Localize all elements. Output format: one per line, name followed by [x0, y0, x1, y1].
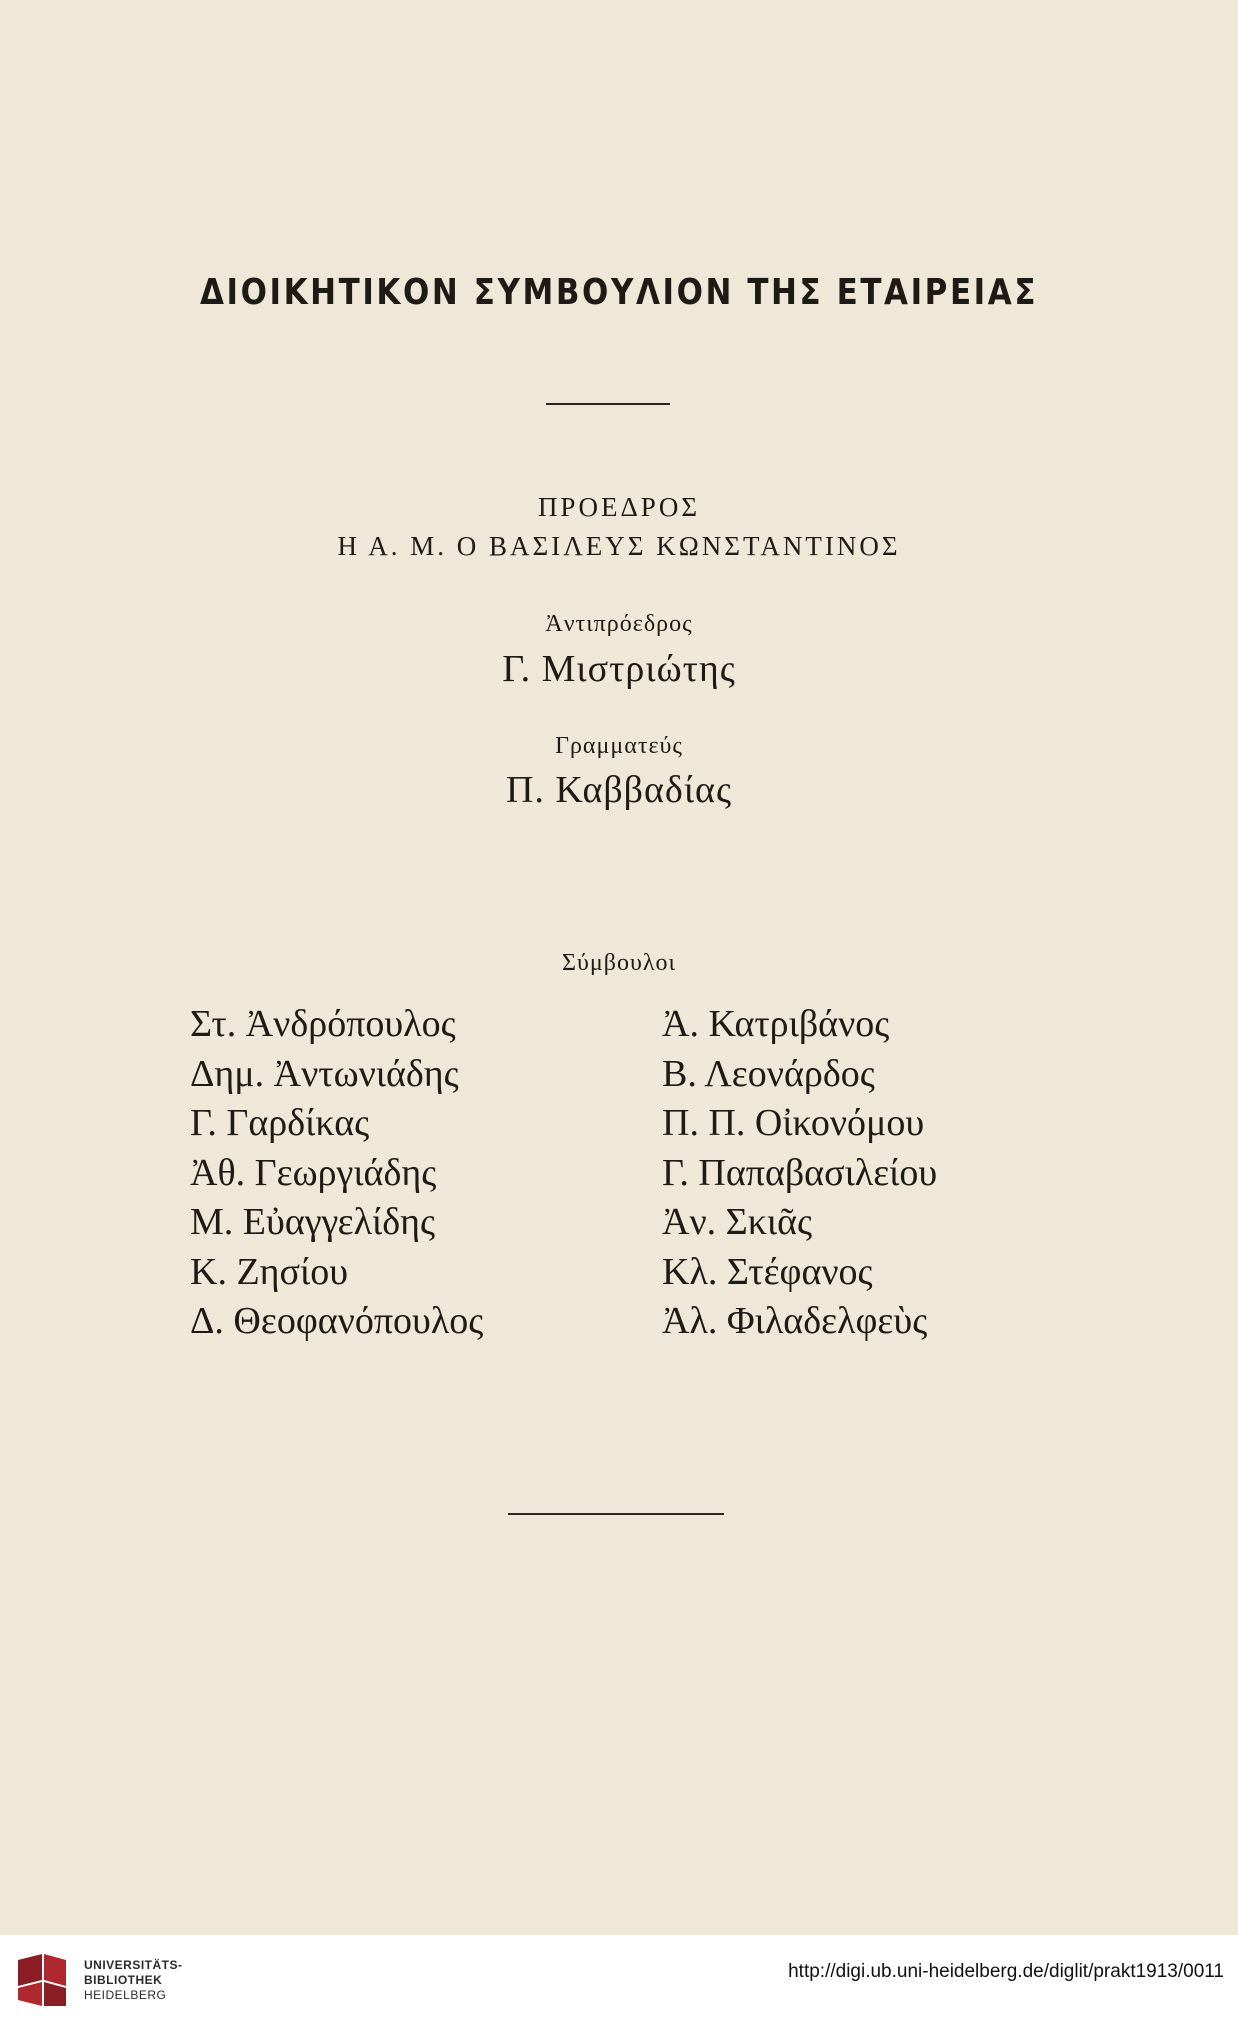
- council-member: Ἀθ. Γεωργιάδης: [190, 1151, 437, 1194]
- vice-president-label: Ἀντιπρόεδρος: [545, 611, 693, 637]
- footer-bar: [0, 1935, 1238, 2033]
- council-member: Δημ. Ἀντωνιάδης: [190, 1052, 459, 1095]
- bottom-divider: [508, 1513, 724, 1515]
- council-member: Στ. Ἀνδρόπουλος: [190, 1003, 456, 1045]
- council-member: Δ. Θεοφανόπουλος: [190, 1300, 484, 1342]
- top-divider: [546, 403, 670, 405]
- logo-line: UNIVERSITÄTS-: [84, 1958, 183, 1972]
- library-logo: [14, 1950, 183, 2010]
- logo-line: HEIDELBERG: [84, 1988, 167, 2002]
- council-member: Π. Π. Οἰκονόμου: [662, 1102, 925, 1144]
- council-member: Μ. Εὐαγγελίδης: [190, 1201, 436, 1243]
- council-member: Γ. Παπαβασιλείου: [662, 1151, 938, 1194]
- council-member: Κλ. Στέφανος: [662, 1250, 873, 1293]
- council-member: Γ. Γαρδίκας: [190, 1102, 370, 1144]
- president-label: ΠΡΟΕΔΡΟΣ: [537, 492, 701, 522]
- council-member: Κ. Ζησίου: [190, 1250, 349, 1293]
- council-member: Β. Λεονάρδος: [662, 1052, 875, 1095]
- secretary-name: Π. Καββαδίας: [505, 769, 733, 811]
- vice-president-name: Γ. Μιστριώτης: [502, 648, 736, 690]
- council-left-column: [190, 1000, 483, 1347]
- page-title: ΔΙΟΙΚΗΤΙΚΟΝ ΣΥΜΒΟΥΛΙΟΝ ΤΗΣ ΕΤΑΙΡΕΙΑΣ: [199, 272, 1039, 313]
- secretary-label: Γραμματεύς: [555, 733, 683, 759]
- council-label: Σύμβουλοι: [562, 950, 676, 976]
- council-right-column: [662, 1000, 937, 1347]
- council-member: Ἀλ. Φιλαδελφεὺς: [662, 1300, 928, 1342]
- president-name: Η Α. Μ. Ο ΒΑΣΙΛΕΥΣ ΚΩΝΣΤΑΝΤΙΝΟΣ: [337, 531, 901, 561]
- logo-line: BIBLIOTHEK: [84, 1973, 163, 1987]
- council-member: Ἀν. Σκιᾶς: [662, 1201, 813, 1243]
- source-url-link[interactable]: http://digi.ub.uni-heidelberg.de/diglit/prakt1913/0011: [788, 1961, 1224, 1982]
- council-member: Ἀ. Κατριβάνος: [662, 1003, 890, 1045]
- library-seal-icon: [14, 1950, 70, 2010]
